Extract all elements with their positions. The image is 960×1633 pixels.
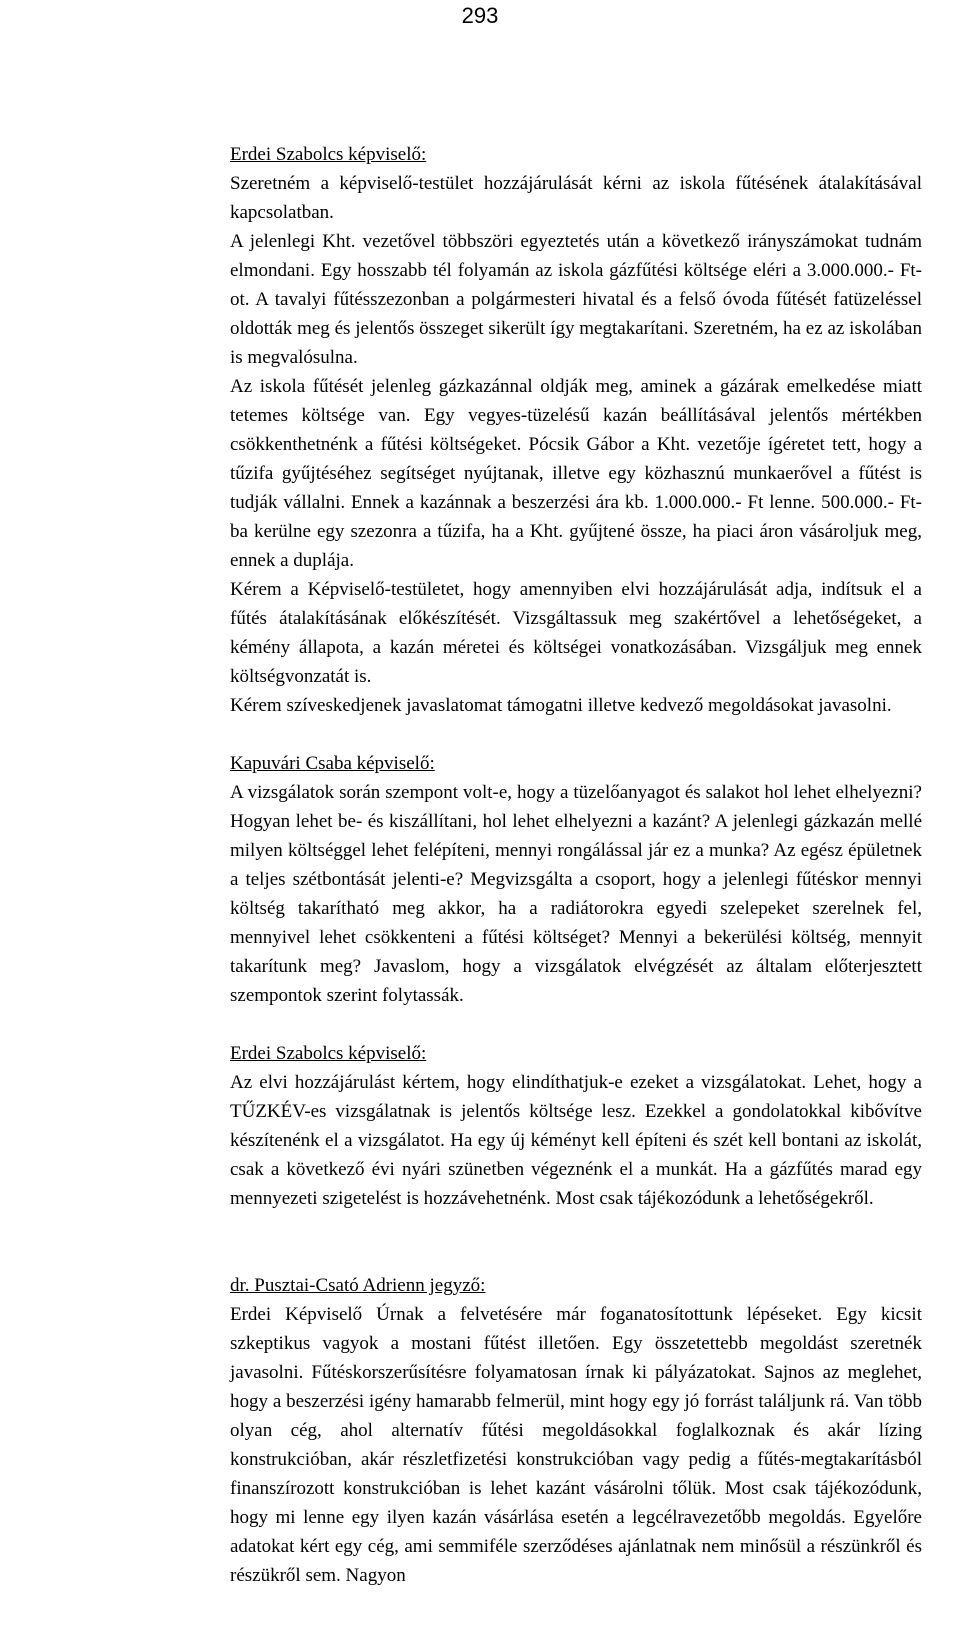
speech-paragraph: Kérem a Képviselő-testületet, hogy amennyiben elvi hozzájárulását adja, indítsuk el a fűtés átalakításának előkészítését. Vizsgáltassuk meg szakértővel a lehetőségeket, a kémény állapota, a kazán méretei és költségei vonatkozásában. Vizsgáljuk meg ennek költségvonzatát is. <box>230 579 922 687</box>
speaker-name: dr. Pusztai-Csató Adrienn jegyző: <box>230 1275 486 1296</box>
speech-erdei-1 <box>230 140 922 720</box>
speech-paragraph: A jelenlegi Kht. vezetővel többszöri egyeztetés után a következő irányszámokat tudnám elmondani. Egy hosszabb tél folyamán az iskola gázfűtési költsége eléri a 3.000.000.- Ft-ot. A tavalyi fűtésszezonban a polgármesteri hivatal és a felső óvoda fűtését fatüzeléssel oldották meg és jelentős összeget sikerült így megtakarítani. Szeretném, ha ez az iskolában is megvalósulna. <box>230 231 922 368</box>
speech-paragraph: Erdei Képviselő Úrnak a felvetésére már foganatosítottunk lépéseket. Egy kicsit szkeptikus vagyok a mostani fűtést illetően. Egy összetettebb megoldást szeretnék javasolni. Fűtéskorszerűsítésre folyamatosan írnak ki pályázatokat. Sajnos az meglehet, hogy a beszerzési igény hamarabb felmerül, mint hogy egy jó forrást találjunk rá. Van több olyan cég, ahol alternatív fűtési megoldásokkal foglalkoznak és akár lízing konstrukcióban, akár részletfizetési konstrukcióban vagy pedig a fűtés-megtakarításból finanszírozott konstrukcióban is lehet kazánt vásárolni tőlük. Most csak tájékozódunk, hogy mi lenne egy ilyen kazán vásárlása esetén a legcélravezetőbb megoldás. Egyelőre adatokat kért egy cég, ami semmiféle szerződéses ajánlatnak nem minősül a részünkről és részükről sem. Nagyon <box>230 1304 922 1586</box>
document-body <box>230 140 922 1590</box>
speech-paragraph: Az iskola fűtését jelenleg gázkazánnal oldják meg, aminek a gázárak emelkedése miatt tetemes költsége van. Egy vegyes-tüzelésű kazán beállításával jelentős mértékben csökkenthetnénk a fűtési költségeket. Pócsik Gábor a Kht. vezetője ígéretet tett, hogy a tűzifa gyűjtéséhez segítséget nyújtanak, illetve egy közhasznú munkaerővel a fűtést is tudják vállalni. Ennek a kazánnak a beszerzési ára kb. 1.000.000.- Ft lenne. 500.000.- Ft-ba kerülne egy szezonra a tűzifa, ha a Kht. gyűjtené össze, ha piaci áron vásároljuk meg, ennek a duplája. <box>230 376 922 571</box>
speech-paragraph: Szeretném a képviselő-testület hozzájárulását kérni az iskola fűtésének átalakításával kapcsolatban. <box>230 173 922 223</box>
speaker-name: Erdei Szabolcs képviselő: <box>230 144 427 165</box>
speaker-name: Kapuvári Csaba képviselő: <box>230 753 435 774</box>
speech-paragraph: Az elvi hozzájárulást kértem, hogy elindíthatjuk-e ezeket a vizsgálatokat. Lehet, hogy a TŰZKÉV-es vizsgálatnak is jelentős költsége lesz. Ezekkel a gondolatokkal kibővítve készítenénk el a vizsgálatot. Ha egy új kéményt kell építeni és szét kell bontani az iskolát, csak a következő évi nyári szünetben végeznénk el a munkát. Ha a gázfűtés marad egy mennyezeti szigetelést is hozzávehetnénk. Most csak tájékozódunk a lehetőségekről. <box>230 1072 922 1209</box>
page-number: 293 <box>461 3 499 28</box>
speech-erdei-2 <box>230 1039 922 1213</box>
speech-pusztai-csato <box>230 1271 922 1590</box>
speech-kapuvari <box>230 749 922 1010</box>
speech-paragraph: A vizsgálatok során szempont volt-e, hogy a tüzelőanyagot és salakot hol lehet elhelyezni? Hogyan lehet be- és kiszállítani, hol lehet elhelyezni a kazánt? A jelenlegi gázkazán mellé milyen költséggel lehet felépíteni, mennyi rongálással jár ez a munka? Az egész épületnek a teljes szétbontását jelenti-e? Megvizsgálta a csoport, hogy a jelenlegi fűtéskor mennyi költség takarítható meg akkor, ha a radiátorokra egyedi szelepeket szerelnek fel, mennyivel lehet csökkenteni a fűtési költséget? Mennyi a bekerülési költség, mennyit takarítunk meg? Javaslom, hogy a vizsgálatok elvégzését az általam előterjesztett szempontok szerint folytassák. <box>230 782 922 1006</box>
speaker-name: Erdei Szabolcs képviselő: <box>230 1043 427 1064</box>
speech-paragraph: Kérem szíveskedjenek javaslatomat támogatni illetve kedvező megoldásokat javasolni. <box>230 695 892 716</box>
